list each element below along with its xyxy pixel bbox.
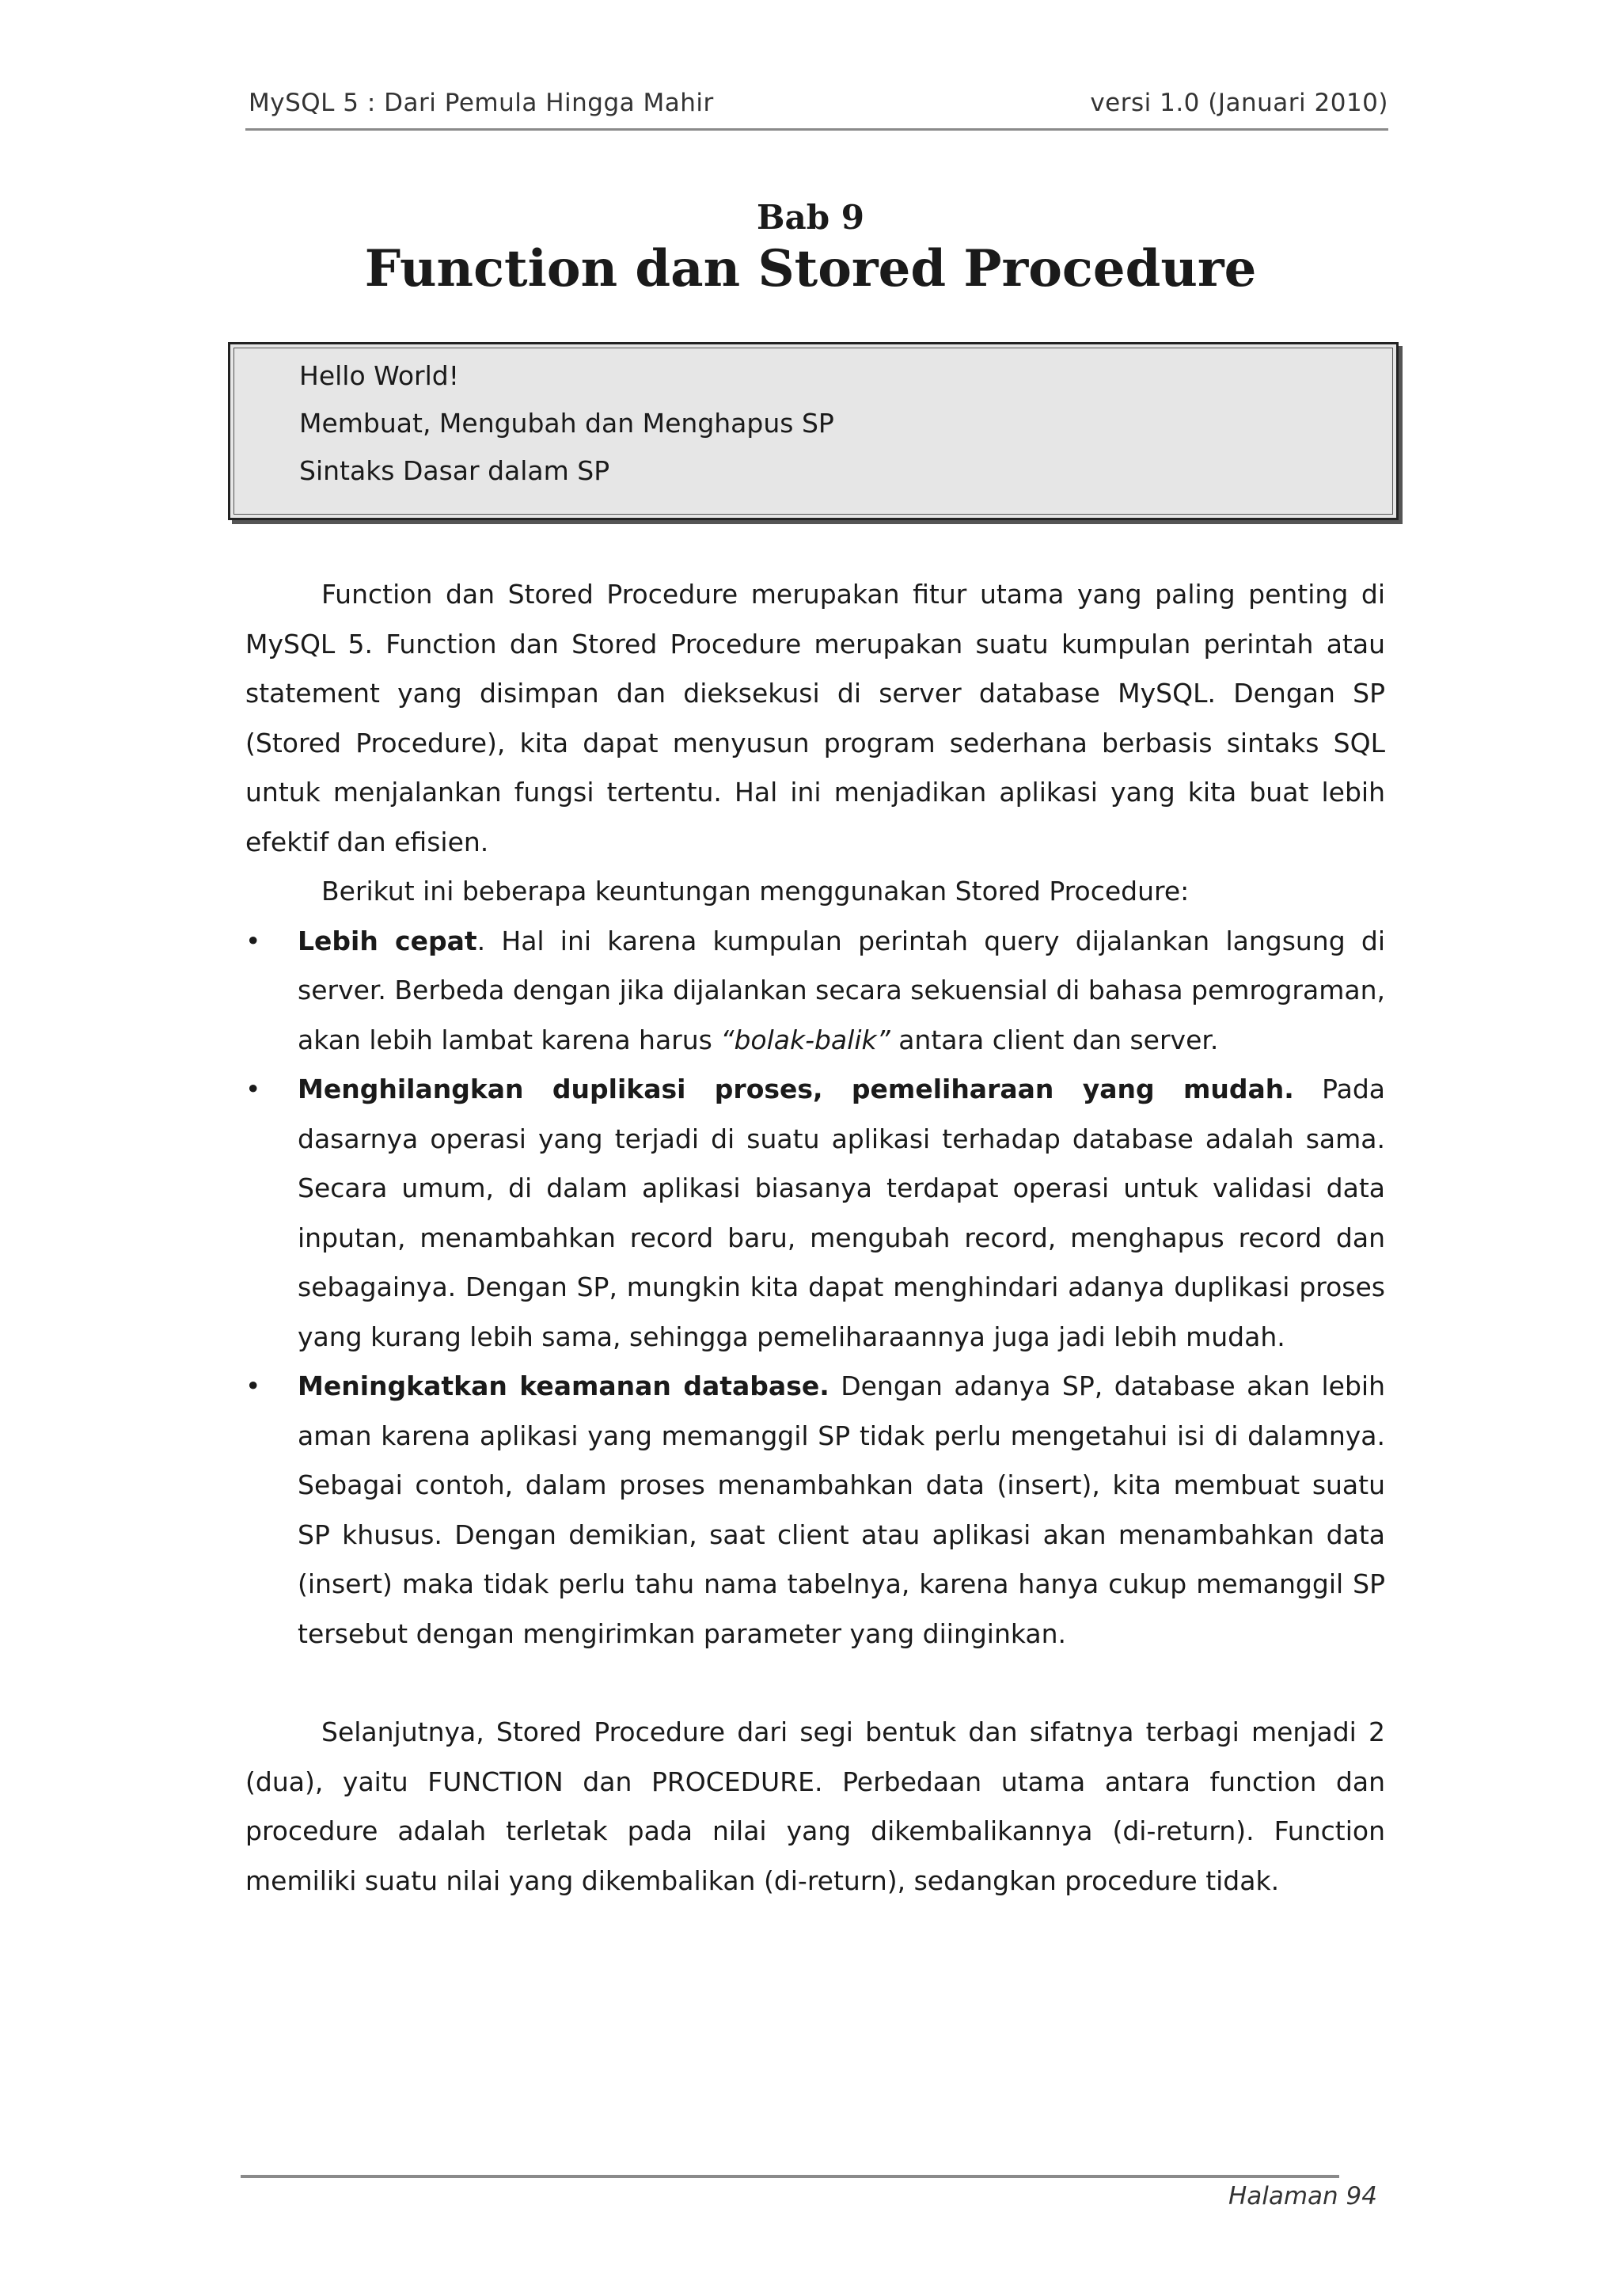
bullet-icon: •: [245, 1370, 261, 1401]
book-title: MySQL 5 : Dari Pemula Hingga Mahir: [249, 89, 714, 117]
contents-item-sintaks-dasar: Sintaks Dasar dalam SP: [299, 455, 610, 486]
benefit-title: Menghilangkan duplikasi proses, pemeliharaan yang mudah.: [298, 1074, 1294, 1104]
benefit-title: Lebih cepat: [298, 925, 477, 956]
body-text: [245, 570, 1385, 1906]
benefit-item: [245, 917, 1385, 1066]
header-divider: [245, 128, 1388, 131]
page-number: Halaman 94: [1228, 2182, 1377, 2210]
footer-divider: [241, 2175, 1339, 2178]
benefit-title: Meningkatkan keamanan database.: [298, 1370, 829, 1401]
benefit-item: [245, 1362, 1385, 1659]
chapter-label: Bab 9: [757, 198, 864, 237]
bullet-icon: •: [245, 1074, 261, 1104]
contents-item-membuat-sp: Membuat, Mengubah dan Menghapus SP: [299, 408, 834, 439]
closing-paragraph: Selanjutnya, Stored Procedure dari segi bentuk dan sifatnya terbagi menjadi 2 (dua), yaitu FUNCTION dan PROCEDURE. Perbedaan utama antara function dan procedure adalah terletak pada nilai yang dikembalikannya (di-return). Function memiliki suatu nilai yang dikembalikan (di-return), sedangkan procedure tidak.: [245, 1716, 1385, 1896]
benefit-text: . Hal ini karena kumpulan perintah query dijalankan langsung di server. Berbeda dengan jika dijalankan secara sekuensial di bahasa pemrograman, akan lebih lambat karena harus: [298, 925, 1385, 1055]
benefit-emphasis: “bolak-balik”: [720, 1024, 890, 1055]
version-label: versi 1.0 (Januari 2010): [1090, 89, 1388, 117]
contents-item-hello-world: Hello World!: [299, 360, 459, 391]
paragraph-gap: [245, 1659, 1385, 1708]
benefit-text: Pada dasarnya operasi yang terjadi di suatu aplikasi terhadap database adalah sama. Secara umum, di dalam aplikasi biasanya terdapat operasi untuk validasi data inputan, menambahkan record baru, mengubah record, menghapus record dan sebagainya. Dengan SP, mungkin kita dapat menghindari adanya duplikasi proses yang kurang lebih sama, sehingga pemeliharaannya juga jadi lebih mudah.: [298, 1074, 1385, 1352]
benefits-list: [245, 917, 1385, 1659]
chapter-title: Function dan Stored Procedure: [364, 239, 1257, 298]
intro-paragraph: Function dan Stored Procedure merupakan fitur utama yang paling penting di MySQL 5. Function dan Stored Procedure merupakan suatu kumpulan perintah atau statement yang disimpan dan dieksekusi di server database MySQL. Dengan SP (Stored Procedure), kita dapat menyusun program sederhana berbasis sintaks SQL untuk menjalankan fungsi tertentu. Hal ini menjadikan aplikasi yang kita buat lebih efektif dan efisien.: [245, 579, 1385, 857]
chapter-contents-box: [228, 342, 1399, 520]
benefit-item: [245, 1065, 1385, 1362]
bullet-icon: •: [245, 925, 261, 956]
benefit-text: Dengan adanya SP, database akan lebih aman karena aplikasi yang memanggil SP tidak perlu mengetahui isi di dalamnya. Sebagai contoh, dalam proses menambahkan data (insert), kita membuat suatu SP khusus. Dengan demikian, saat client atau aplikasi akan menambahkan data (insert) maka tidak perlu tahu nama tabelnya, karena hanya cukup memanggil SP tersebut dengan mengirimkan parameter yang diinginkan.: [298, 1370, 1385, 1649]
benefits-intro: Berikut ini beberapa keuntungan menggunakan Stored Procedure:: [321, 876, 1190, 907]
benefit-text-end: antara client dan server.: [890, 1024, 1219, 1055]
